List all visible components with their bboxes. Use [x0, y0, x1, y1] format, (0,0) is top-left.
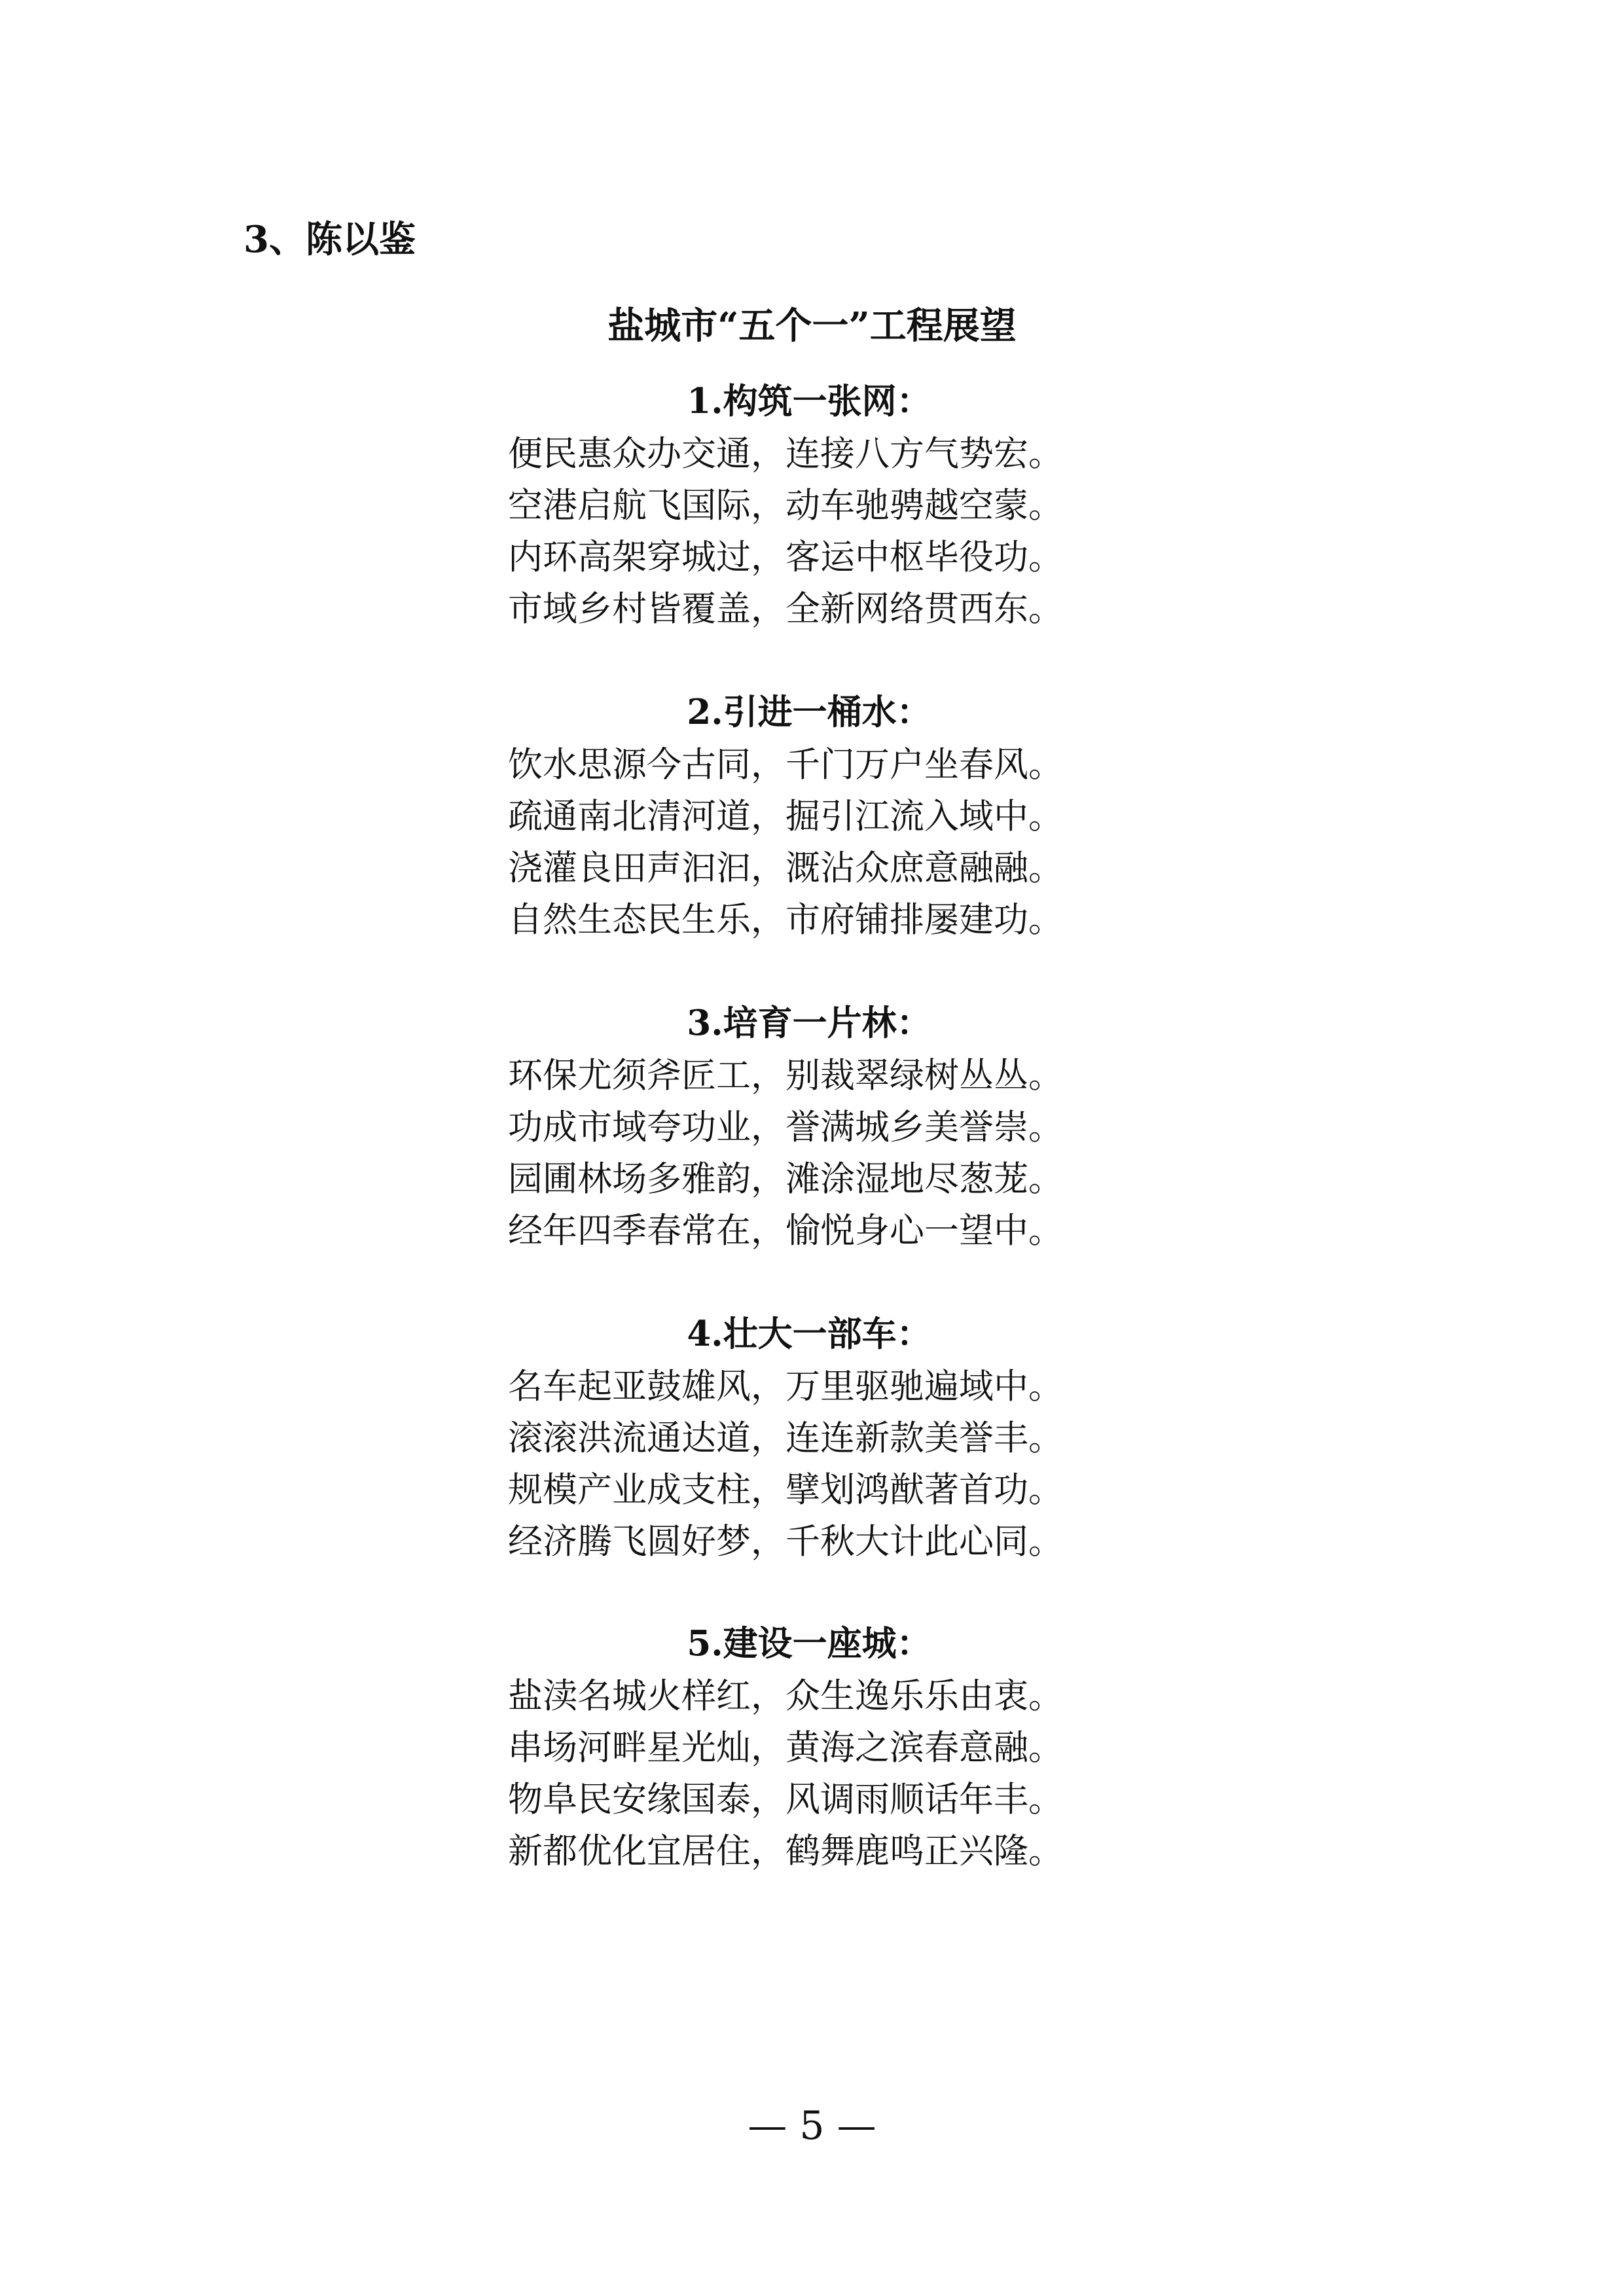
- poem-line: 串场河畔星光灿，黄海之滨春意融。: [508, 1728, 1063, 1768]
- author-heading: 3、陈以鉴: [244, 218, 416, 261]
- poem-line: 自然生态民生乐，市府铺排屡建功。: [508, 900, 1063, 940]
- poem-title: 5.建设一座城：: [687, 1623, 931, 1664]
- poem-line: 名车起亚鼓雄风，万里驱驰遍域中。: [508, 1367, 1063, 1407]
- poem-line: 经济腾飞圆好梦，千秋大计此心同。: [508, 1522, 1063, 1562]
- page-number: — 5 —: [748, 2103, 876, 2149]
- poem-line: 市域乡村皆覆盖，全新网络贯西东。: [508, 589, 1063, 629]
- poem-line: 规模产业成支柱，擘划鸿猷著首功。: [508, 1470, 1063, 1510]
- poem-title: 4.壮大一部车：: [687, 1314, 931, 1354]
- poem-line: 新都优化宜居住，鹤舞鹿鸣正兴隆。: [508, 1831, 1063, 1871]
- poem-title: 2.引进一桶水：: [687, 692, 931, 732]
- poem-section-5: [508, 1622, 1110, 1877]
- poem-line: 物阜民安缘国泰，风调雨顺话年丰。: [508, 1780, 1063, 1820]
- poem-line: 滚滚洪流通达道，连连新款美誉丰。: [508, 1418, 1063, 1458]
- document-title: 盐城市“五个一”工程展望: [607, 304, 1017, 348]
- poem-line: 内环高架穿城过，客运中枢毕役功。: [508, 537, 1063, 577]
- poem-line: 疏通南北清河道，掘引江流入域中。: [508, 797, 1063, 836]
- poem-line: 盐渎名城火样红，众生逸乐乐由衷。: [508, 1676, 1063, 1716]
- poem-line: 环保尤须斧匠工，别裁翠绿树丛丛。: [508, 1056, 1063, 1096]
- poem-section-4: [508, 1312, 1110, 1568]
- poem-line: 饮水思源今古同，千门万户坐春风。: [508, 745, 1063, 785]
- poem-line: 空港启航飞国际，动车驰骋越空蒙。: [508, 486, 1063, 526]
- poem-line: 经年四季春常在，愉悦身心一望中。: [508, 1211, 1063, 1251]
- poem-line: 功成市域夸功业，誉满城乡美誉崇。: [508, 1107, 1063, 1147]
- poem-line: 便民惠众办交通，连接八方气势宏。: [508, 434, 1063, 474]
- poem-section-3: [508, 1001, 1110, 1257]
- poem-title: 3.培育一片林：: [687, 1003, 931, 1043]
- poem-line: 园圃林场多雅韵，滩涂湿地尽葱茏。: [508, 1159, 1063, 1199]
- poem-section-2: [508, 691, 1110, 946]
- poem-line: 浇灌良田声汩汩，溉沾众庶意融融。: [508, 848, 1063, 888]
- poem-title: 1.构筑一张网：: [687, 381, 931, 422]
- poem-section-1: [508, 380, 1110, 635]
